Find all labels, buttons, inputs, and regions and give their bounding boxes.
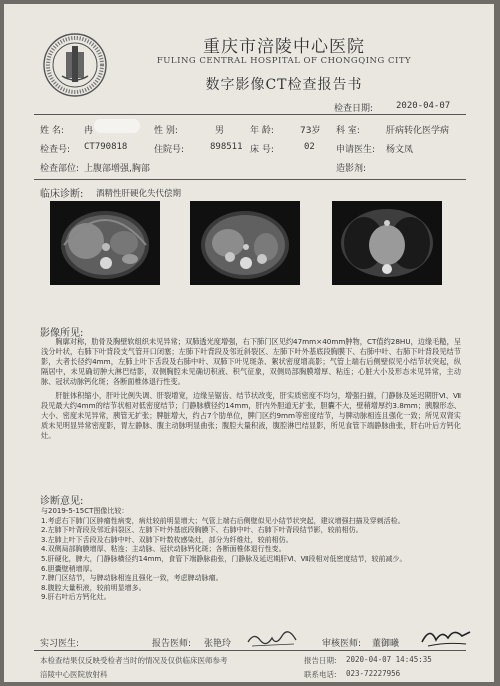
opinion-item: 8.腹腔大量积液，较前明显增多。	[41, 583, 146, 592]
region-label: 检查部位:	[40, 164, 80, 174]
report-title: 数字影像CT检查报告书	[205, 77, 363, 93]
report-doctor-label: 报告医师:	[152, 639, 192, 649]
divider	[34, 114, 466, 115]
phone-label: 联系电话:	[304, 670, 337, 679]
diagnosis-label: 临床诊断:	[40, 189, 84, 200]
inpatient-no-value: 898511	[210, 142, 243, 152]
divider	[34, 179, 466, 180]
phone-value: 023-72227956	[346, 669, 401, 678]
exam-no-value: CT790818	[84, 142, 128, 152]
opinion-intro: 与2019-5-15CT图像比较：	[41, 507, 129, 515]
exam-no-label: 检查号:	[40, 145, 71, 155]
applicant-value: 杨文凤	[386, 145, 414, 155]
opinion-item: 4.双侧局部胸膜增厚、粘连；主动脉、冠状动脉钙化斑；各断面椎体退行性变。	[41, 545, 286, 554]
opinion-label: 诊断意见:	[40, 496, 84, 507]
age-label: 年 龄:	[250, 126, 274, 136]
ct-image-abdomen-2	[190, 201, 300, 285]
ct-image-abdomen-1	[50, 201, 160, 285]
report-doctor-value: 张艳玲	[204, 639, 232, 649]
dept-value: 肝病转化医学病	[386, 126, 450, 136]
intern-label: 实习医生:	[40, 639, 80, 649]
contrast-label: 造影剂:	[336, 164, 367, 174]
hospital-logo	[42, 32, 108, 98]
opinion-text	[41, 507, 461, 603]
inpatient-no-label: 住院号:	[154, 145, 185, 155]
report-doctor-signature	[244, 628, 304, 650]
divider	[34, 650, 466, 651]
ct-image-chest	[332, 201, 442, 285]
disclaimer: 本检查结果仅反映受检者当时的情况及仅供临床医师参考	[40, 656, 228, 665]
review-doctor-label: 审核医师:	[322, 639, 362, 649]
name-label: 姓 名:	[40, 126, 64, 136]
age-value: 73岁	[300, 126, 321, 136]
exam-date-label: 检查日期:	[334, 104, 374, 114]
findings-text	[41, 337, 461, 445]
bed-value: 02	[304, 142, 315, 152]
dept-label: 科 室:	[336, 126, 360, 136]
region-value: 上腹部增强,胸部	[84, 164, 150, 174]
review-doctor-signature	[418, 624, 474, 650]
privacy-blur	[94, 119, 140, 133]
opinion-item: 2.左肺下叶背段及邻近斜裂区、左肺下叶外基底段胸膜下、右肺中叶、右肺下叶背段结节影，较前相仿。	[41, 526, 363, 535]
findings-label: 影像所见:	[40, 328, 84, 339]
sex-value: 男	[215, 126, 225, 136]
report-date-label: 报告日期:	[304, 656, 337, 665]
department-name: 涪陵中心医院放射科	[40, 670, 108, 679]
review-doctor-value: 董御曦	[372, 639, 400, 649]
opinion-item: 6.胆囊壁稍增厚。	[41, 564, 97, 573]
findings-paragraph: 胸廓对称，肋骨及胸壁软组织未见异常；双肺透光度增强，右下肺门区见约47mm×40mm肿物，CT值约28HU，边缘毛糙，呈浅分叶状，右肺下叶背段支气管开口闭塞；左肺下叶背段及邻近斜裂区、左肺下叶外基底段胸膜下、右肺中叶、右肺下叶背段见结节影，大者长径约4mm，左肺上叶下舌段及右肺中叶、双肺下叶见斑条、絮状密度增高影；气管上端右后侧壁似见小结节状突起，纵隔居中，未见确切肿大淋巴结影，双侧胸腔未见确切积液、积气征象，双侧局部胸膜增厚、粘连；心脏大小及形态未见异常，主动脉、冠状动脉钙化斑；各断面椎体退行性变。	[41, 337, 461, 386]
hospital-name-en: FULING CENTRAL HOSPITAL OF CHONGQING CITY	[156, 56, 412, 66]
name-value: 冉	[84, 126, 94, 136]
opinion-item: 5.肝硬化，脾大，门静脉横径约14mm，食管下端静脉曲张，门静脉及延迟期肝Ⅵ、Ⅶ段相对低密度结节，较前减少。	[41, 554, 407, 563]
diagnosis-value: 酒精性肝硬化失代偿期	[96, 189, 182, 199]
bed-label: 床 号:	[250, 145, 274, 155]
hospital-name-cn: 重庆市涪陵中心医院	[203, 37, 365, 57]
report-date-value: 2020-04-07 14:45:35	[346, 655, 432, 664]
opinion-item: 1.考虑右下肺门区肿瘤性病变，病灶较前明显增大；气管上端右后侧壁似见小结节状突起，建议增强扫描及穿刺活检。	[41, 516, 405, 525]
opinion-item: 7.脾门区结节，与脾动脉相连且强化一致，考虑脾动脉瘤。	[41, 574, 223, 583]
sex-label: 性 别:	[154, 126, 178, 136]
applicant-label: 申请医生:	[336, 145, 376, 155]
exam-date-value: 2020-04-07	[396, 101, 451, 111]
opinion-item: 9.肝右叶后方钙化灶。	[41, 593, 111, 602]
opinion-item: 3.左肺上叶下舌段及右肺中叶、双肺下叶数枚感染灶，部分为纤维灶，较前相仿。	[41, 535, 293, 544]
report-page	[4, 4, 494, 682]
findings-paragraph: 肝脏体积缩小，肝叶比例失调、肝裂增宽，边缘呈锯齿、结节状改变，肝实质密度不均匀，增强扫描，门静脉及延迟期肝Ⅵ、Ⅶ段见最大约4mm的结节状相对低密度结节；门静脉横径约14mm，肝内外胆道无扩张，胆囊不大，壁稍增厚约3.8mm；胰腺形态、大小、密度未见异常，胰管无扩张；脾脏增大，约占7个肋单位，脾门区约9mm等密度结节，与脾动脉相连且强化一致；所见双肾实质未见明显异常密度影，胃左静脉、腹主动脉明显曲张；腹腔大量积液，腹腔淋巴结显影，所见食管下端静脉曲张，肝右叶后方钙化灶。	[41, 391, 461, 440]
